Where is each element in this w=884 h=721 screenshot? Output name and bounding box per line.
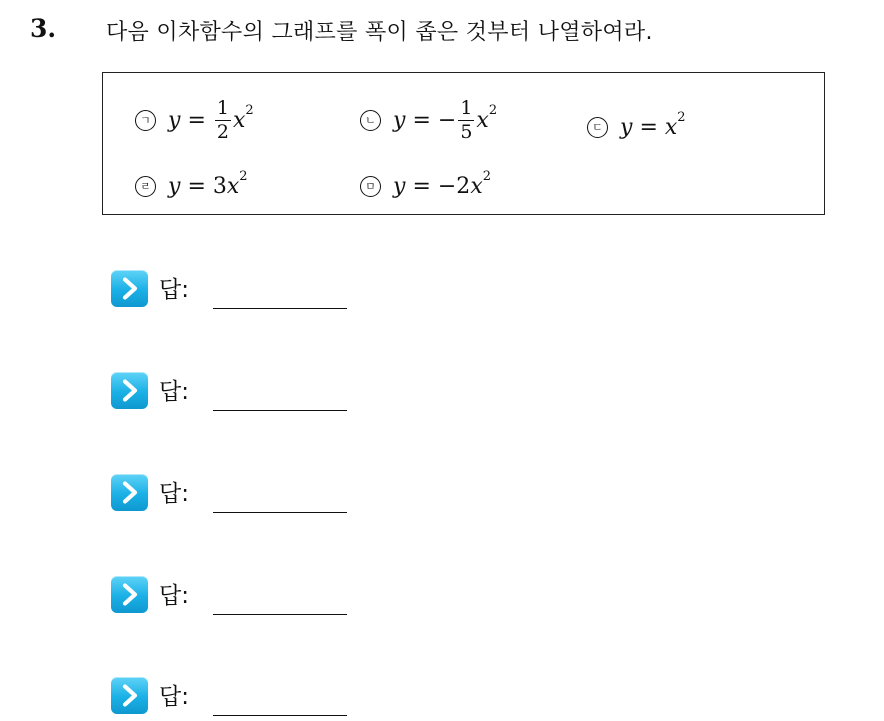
equals-sign: = <box>639 115 658 140</box>
choice-equation: y = 3 x $^2$ <box>168 168 248 199</box>
coefficient: −2 <box>437 174 471 199</box>
choice-marker: ㄴ <box>360 110 381 131</box>
choice-box <box>102 72 825 215</box>
lhs-variable: y <box>393 108 406 133</box>
choice-3 <box>587 109 686 140</box>
answer-blank[interactable] <box>213 308 347 309</box>
choice-4 <box>135 168 248 199</box>
coefficient: 3 <box>212 174 227 199</box>
equals-sign: = <box>187 108 206 133</box>
equals-sign: = <box>187 174 206 199</box>
question-text: 다음 이차함수의 그래프를 폭이 좁은 것부터 나열하여라. <box>106 20 653 45</box>
fraction-numerator: 1 <box>216 97 229 119</box>
lhs-variable: y <box>168 108 181 133</box>
chevron-right-icon <box>111 576 148 613</box>
answer-blank[interactable] <box>213 715 347 716</box>
chevron-right-icon <box>111 270 148 307</box>
answer-label: 답: <box>159 684 189 710</box>
fraction-denominator: 2 <box>216 121 229 143</box>
fraction-numerator: 1 <box>460 97 473 119</box>
answer-label: 답: <box>159 583 189 609</box>
x-variable: x <box>476 108 489 133</box>
choice-marker: ㄷ <box>587 117 608 138</box>
lhs-variable: y <box>393 174 406 199</box>
choice-equation: y = −2 x $^2$ <box>393 168 492 199</box>
x-variable: x <box>226 174 240 199</box>
x-variable: x <box>664 115 678 140</box>
choice-1 <box>135 99 254 142</box>
equals-sign: = <box>412 174 431 199</box>
minus-sign: − <box>437 108 457 133</box>
x-variable: x <box>232 108 246 133</box>
choice-5 <box>360 168 492 199</box>
answer-label: 답: <box>159 481 189 507</box>
equals-sign: = <box>412 108 431 133</box>
answer-label: 답: <box>159 277 189 303</box>
fraction <box>458 99 474 142</box>
choice-2 <box>360 99 497 142</box>
choice-marker: ㅁ <box>360 176 381 197</box>
choice-marker: ㄱ <box>135 110 156 131</box>
choice-equation: y = x $^2$ <box>620 109 686 140</box>
choice-equation: y = $\frac{1}{2}$ x $^2$ <box>168 97 254 143</box>
chevron-right-icon <box>111 372 148 409</box>
choice-marker: ㄹ <box>135 176 156 197</box>
fraction-denominator: 5 <box>460 121 473 143</box>
choice-equation: y = − $\frac{1}{5}$ x $^2$ <box>393 97 498 143</box>
chevron-right-icon <box>111 474 148 511</box>
lhs-variable: y <box>620 115 633 140</box>
lhs-variable: y <box>168 174 181 199</box>
answer-blank[interactable] <box>213 410 347 411</box>
question-number: 3. <box>30 14 57 43</box>
answer-blank[interactable] <box>213 614 347 615</box>
fraction <box>215 99 231 142</box>
answer-blank[interactable] <box>213 512 347 513</box>
answer-label: 답: <box>159 379 189 405</box>
chevron-right-icon <box>111 677 148 714</box>
x-variable: x <box>470 174 483 199</box>
